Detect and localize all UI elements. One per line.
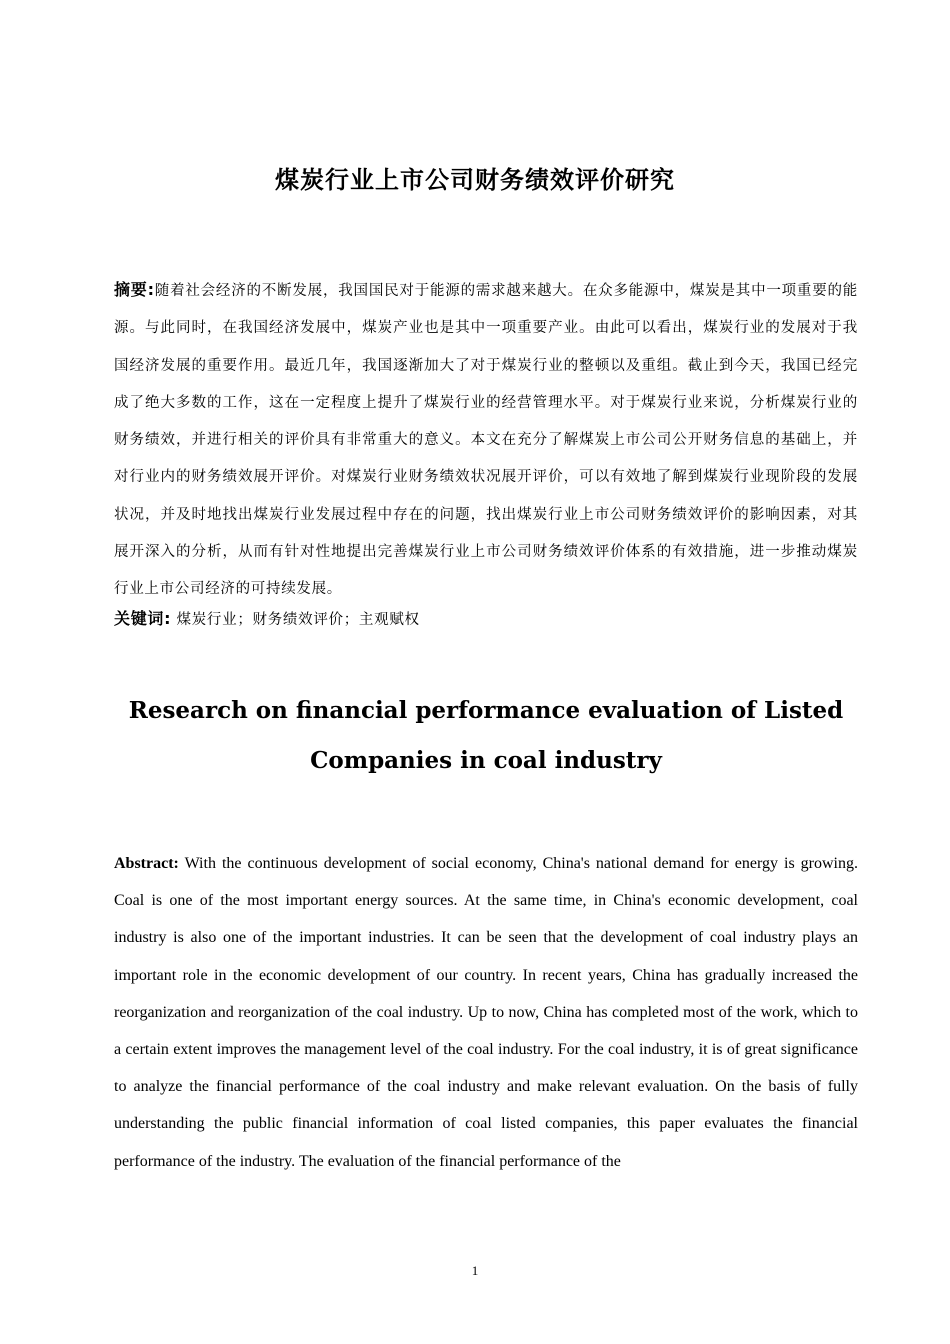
english-title: Research on financial performance evaluation of Listed Companies in coal industry [128, 697, 844, 774]
chinese-title: 煤炭行业上市公司财务绩效评价研究 [275, 166, 675, 194]
english-abstract [114, 845, 858, 1180]
page-number: 1 [471, 1263, 479, 1278]
english-abstract-label: Abstract: [114, 855, 179, 872]
chinese-abstract-label: 摘要: [114, 280, 155, 299]
chinese-abstract [114, 271, 858, 609]
chinese-keywords-text: 煤炭行业；财务绩效评价；主观赋权 [176, 612, 420, 628]
chinese-keywords-label: 关键词: [114, 609, 172, 628]
chinese-abstract-text: 随着社会经济的不断发展，我国国民对于能源的需求越来越大。在众多能源中，煤炭是其中一项重要的能源。与此同时，在我国经济发展中，煤炭产业也是其中一项重要产业。由此可以看出，煤炭行业的发展对于我国经济发展的重要作用。最近几年，我国逐渐加大了对于煤炭行业的整顿以及重组。截止到今天，我国已经完成了绝大多数的工作，这在一定程度上提升了煤炭行业的经营管理水平。对于煤炭行业来说，分析煤炭行业的财务绩效，并进行相关的评价具有非常重大的意义。本文在充分了解煤炭上市公司公开财务信息的基础上，并对行业内的财务绩效展开评价。对煤炭行业财务绩效状况展开评价，可以有效地了解到煤炭行业现阶段的发展状况，并及时地找出煤炭行业发展过程中存在的问题，找出煤炭行业上市公司财务绩效评价的影响因素，对其展开深入的分析，从而有针对性地提出完善煤炭行业上市公司财务绩效评价体系的有效措施，进一步推动煤炭行业上市公司经济的可持续发展。 [114, 283, 859, 598]
chinese-keywords [114, 603, 858, 636]
english-abstract-text: With the continuous development of social economy, China's national demand for energy is growing. Coal is one of the most important energy sources. At the same time, in China's economic development, coal industry is also one of the important industries. It can be seen that the development of coal industry plays an important role in the economic development of our country. In recent years, China has gradually increased the reorganization and reorganization of the coal industry. Up to now, China has completed most of the work, which to a certain extent improves the management level of the coal industry. For the coal industry, it is of great significance to analyze the financial performance of the coal industry and make relevant evaluation. On the basis of fully understanding the public financial information of coal listed companies, this paper evaluates the financial performance of the industry. The evaluation of the financial performance of the [114, 855, 858, 1170]
